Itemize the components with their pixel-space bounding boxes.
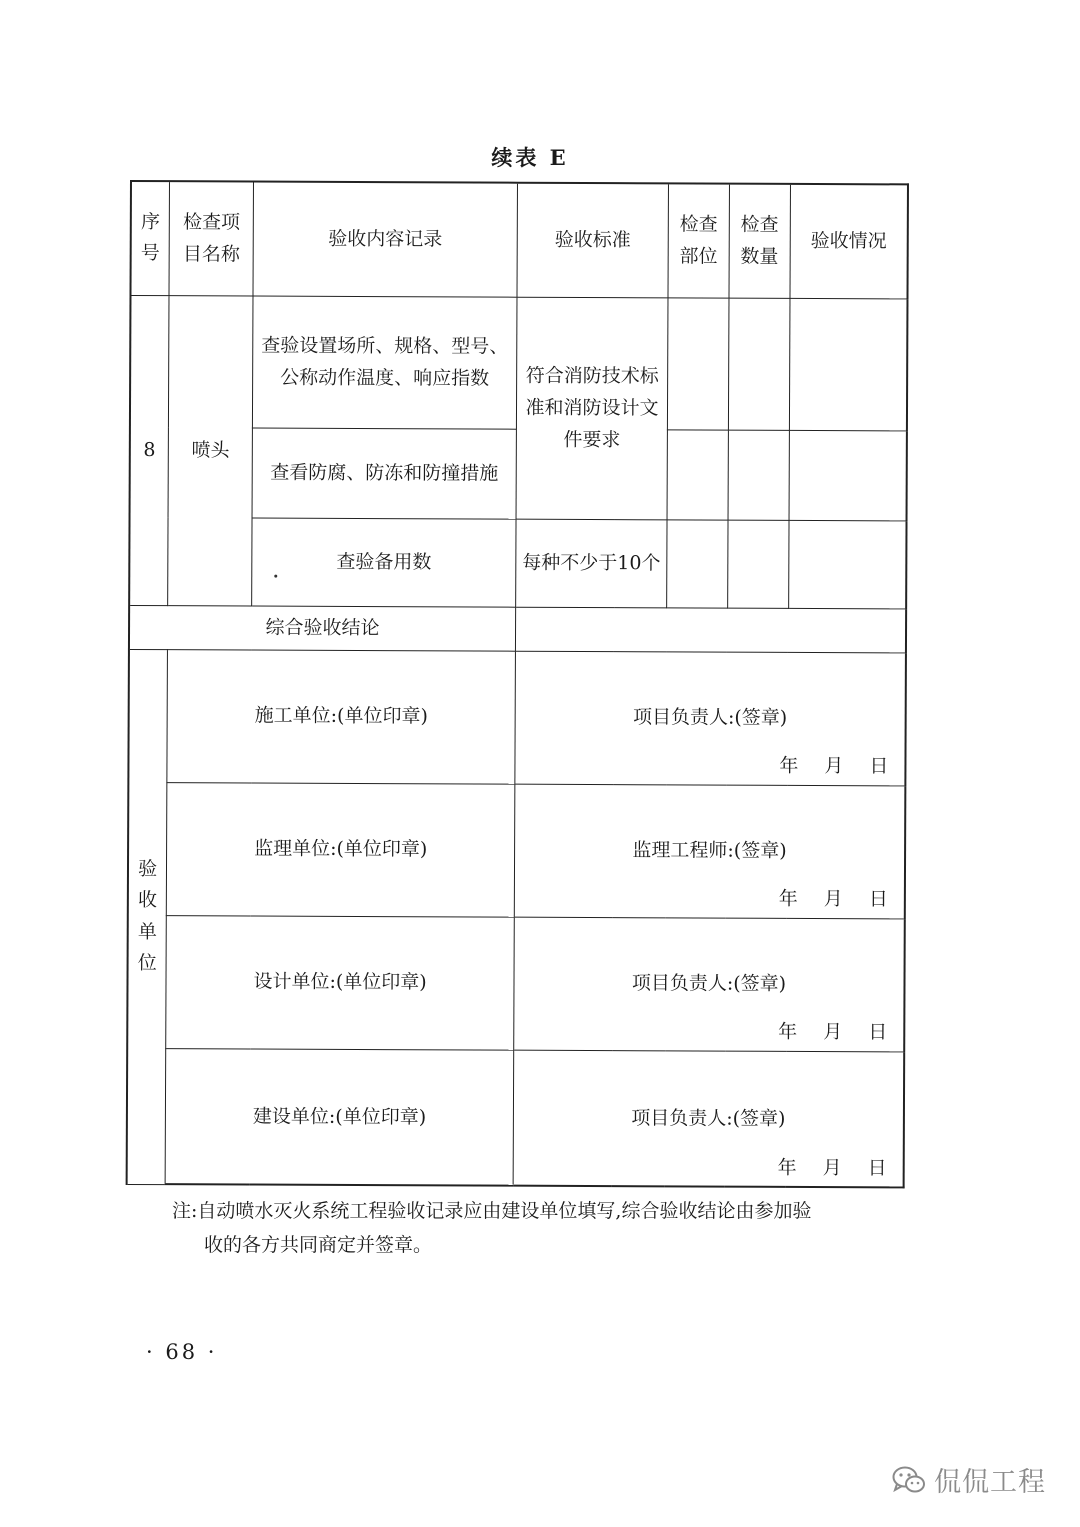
row8-standard-3: 每种不少于10个 bbox=[516, 519, 668, 608]
row8-seq: 8 bbox=[129, 295, 169, 605]
unit-stamp-cell[interactable]: 施工单位:(单位印章) bbox=[167, 649, 515, 784]
unit-stamp-cell[interactable]: 设计单位:(单位印章) bbox=[166, 915, 514, 1050]
unit-row bbox=[127, 915, 905, 1051]
unit-row bbox=[128, 649, 906, 785]
row8-result-2[interactable] bbox=[789, 430, 907, 521]
footnote-line-1: 注:自动喷水灭火系统工程验收记录应由建设单位填写,综合验收结论由参加验 bbox=[172, 1200, 812, 1222]
row8-result-1[interactable] bbox=[789, 298, 907, 431]
person-sign-cell[interactable]: 项目负责人:(签章) 年 月 日 bbox=[514, 917, 905, 1052]
header-content: 验收内容记录 bbox=[253, 182, 517, 297]
row8-quantity-3[interactable] bbox=[727, 520, 789, 608]
date-field: 年 月 日 bbox=[779, 755, 889, 778]
row8-content-1: 查验设置场所、规格、型号、公称动作温度、响应指数 bbox=[253, 296, 517, 429]
unit-row bbox=[127, 1048, 905, 1187]
header-seq: 序号 bbox=[130, 181, 169, 295]
watermark-text: 侃侃工程 bbox=[934, 1467, 1046, 1498]
unit-stamp-cell[interactable]: 监理单位:(单位印章) bbox=[167, 782, 515, 917]
wechat-icon bbox=[892, 1465, 926, 1495]
watermark bbox=[892, 1460, 1046, 1499]
header-quantity: 检查数量 bbox=[729, 184, 791, 298]
header-location: 检查部位 bbox=[668, 183, 729, 297]
acceptance-units-label: 验收单位 bbox=[127, 649, 168, 1184]
footnote bbox=[172, 1194, 902, 1262]
row8-result-3[interactable] bbox=[789, 520, 907, 609]
row8-quantity-1[interactable] bbox=[728, 298, 790, 430]
conclusion-row bbox=[129, 605, 906, 652]
row8-content-2: 查看防腐、防冻和防撞措施 bbox=[252, 428, 516, 519]
person-sign-cell[interactable]: 监理工程师:(签章) 年 月 日 bbox=[514, 784, 905, 919]
acceptance-record-table bbox=[126, 180, 909, 1188]
header-item-name: 检查项目名称 bbox=[169, 181, 253, 295]
date-field: 年 月 日 bbox=[777, 1156, 887, 1180]
table-title: 续表 E bbox=[491, 145, 569, 170]
row8-location-1[interactable] bbox=[668, 297, 729, 429]
row8-location-2[interactable] bbox=[667, 429, 728, 519]
row8-location-3[interactable] bbox=[667, 519, 728, 607]
stray-mark bbox=[274, 574, 277, 577]
header-result: 验收情况 bbox=[790, 184, 908, 299]
row8-quantity-2[interactable] bbox=[728, 430, 790, 520]
row8-item-name: 喷头 bbox=[168, 295, 253, 605]
conclusion-label: 综合验收结论 bbox=[129, 605, 516, 651]
unit-stamp-cell[interactable]: 建设单位:(单位印章) bbox=[165, 1048, 513, 1186]
header-standard: 验收标准 bbox=[517, 183, 669, 298]
row8-standard-1: 符合消防技术标准和消防设计文件要求 bbox=[516, 297, 668, 520]
unit-row bbox=[128, 782, 906, 918]
row8-sub1 bbox=[130, 295, 908, 430]
header-row bbox=[130, 181, 907, 298]
date-field: 年 月 日 bbox=[778, 888, 888, 911]
page-number: · 68 · bbox=[146, 1340, 218, 1364]
date-field: 年 月 日 bbox=[778, 1021, 888, 1044]
row8-content-3: 查验备用数 bbox=[252, 518, 516, 607]
conclusion-value[interactable] bbox=[515, 607, 906, 653]
person-sign-cell[interactable]: 项目负责人:(签章) 年 月 日 bbox=[513, 1050, 904, 1188]
acceptance-table-wrapper bbox=[126, 180, 909, 1186]
person-sign-cell[interactable]: 项目负责人:(签章) 年 月 日 bbox=[515, 651, 906, 786]
footnote-line-2: 收的各方共同商定并签章。 bbox=[204, 1234, 433, 1256]
